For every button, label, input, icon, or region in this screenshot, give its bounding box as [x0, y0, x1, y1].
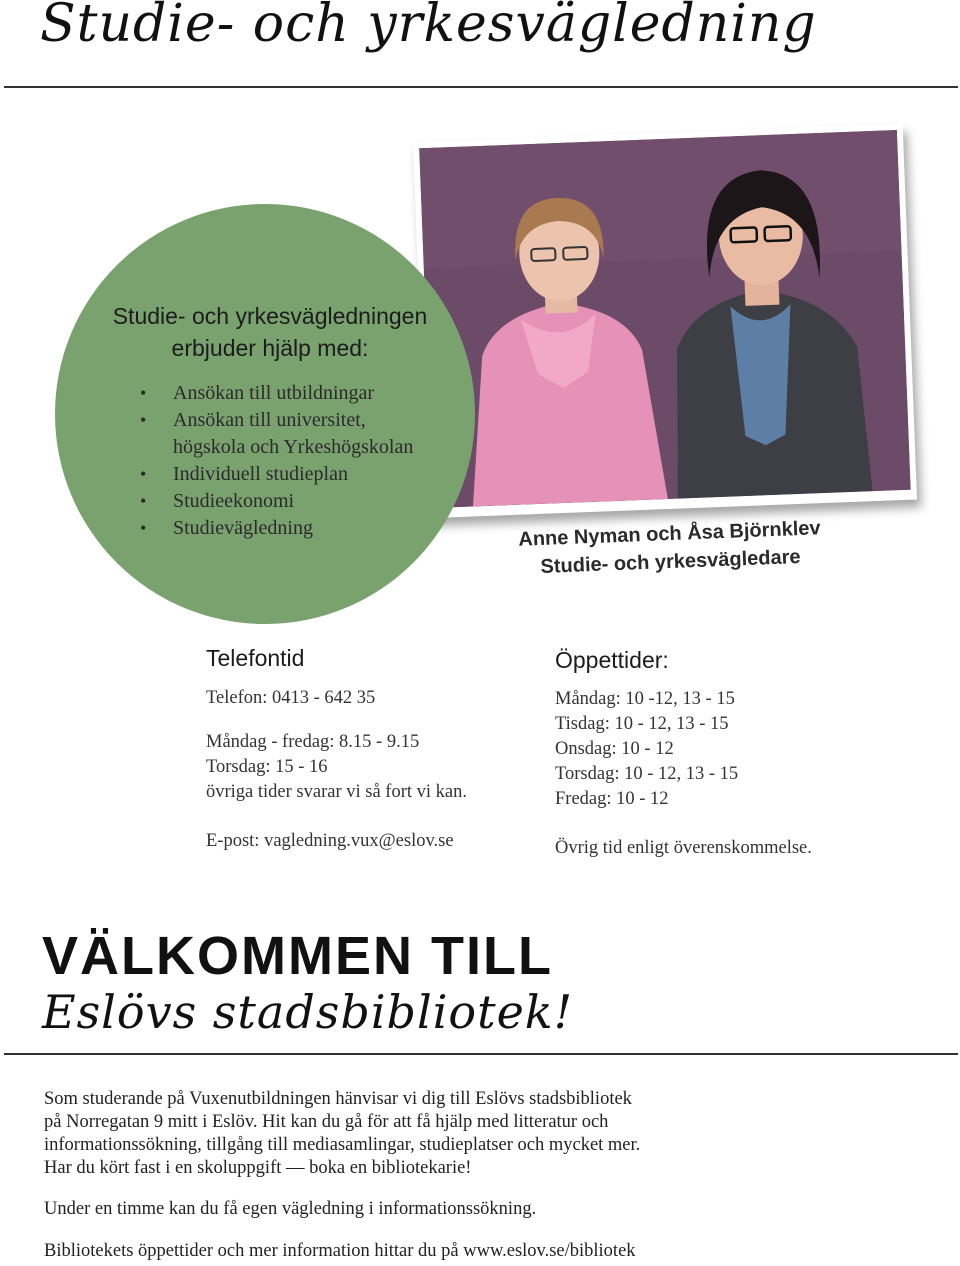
opening-hours-day: Onsdag: 10 - 12: [555, 739, 674, 759]
list-item: [140, 488, 413, 515]
opening-hours-day: Torsdag: 10 - 12, 13 - 15: [555, 764, 739, 784]
offer-heading: [60, 300, 480, 364]
list-item-text: Studievägledning: [173, 517, 313, 539]
opening-hours-day: Fredag: 10 - 12: [555, 789, 669, 809]
staff-photo-illustration: [419, 130, 910, 508]
photo-caption-names: Anne Nyman och Åsa Björnklev: [517, 517, 821, 551]
library-paragraph: [44, 1088, 924, 1180]
library-paragraph-line: informationssökning, tillgång till mediasamlingar, studieplatser och mycket mer.: [44, 1135, 641, 1155]
header-divider: [4, 86, 958, 88]
list-item-text: Ansökan till universitet,: [173, 409, 366, 431]
opening-hours-heading: Öppettider:: [555, 647, 669, 673]
bullet: •: [140, 383, 147, 403]
list-item-text: Individuell studieplan: [173, 463, 348, 485]
library-paragraph-line: Som studerande på Vuxenutbildningen hänvisar vi dig till Eslövs stadsbibliotek: [44, 1089, 632, 1109]
phone-note: övriga tider svarar vi så fort vi kan.: [206, 782, 467, 802]
offer-list: [140, 380, 413, 542]
library-name-script: Eslövs stadsbibliotek!: [42, 985, 574, 1039]
staff-photo-frame: [413, 124, 917, 519]
staff-photo: [419, 130, 910, 508]
offer-heading-line-2: erbjuder hjälp med:: [171, 335, 369, 361]
library-paragraph-line: på Norregatan 9 mitt i Eslöv. Hit kan du gå för att få hjälp med litteratur och: [44, 1112, 609, 1132]
opening-hours-other: Övrig tid enligt överenskommelse.: [555, 838, 812, 858]
list-item-text: Ansökan till utbildningar: [173, 382, 375, 404]
opening-hours-day: Måndag: 10 -12, 13 - 15: [555, 689, 735, 709]
bullet: •: [140, 518, 147, 538]
photo-caption-role: Studie- och yrkesvägledare: [540, 546, 801, 578]
phone-hours-thursday: Torsdag: 15 - 16: [206, 757, 328, 777]
offer-heading-line-1: Studie- och yrkesvägledningen: [112, 303, 428, 329]
opening-hours-day: Tisdag: 10 - 12, 13 - 15: [555, 714, 729, 734]
guidance-paragraph: Under en timme kan du få egen vägledning i informationssökning.: [44, 1199, 537, 1219]
list-item-text: Studieekonomi: [173, 490, 295, 512]
bullet: •: [140, 491, 147, 511]
phone-hours-weekdays: Måndag - fredag: 8.15 - 9.15: [206, 732, 420, 752]
page-title: Studie- och yrkesvägledning: [40, 0, 817, 54]
list-item: [140, 515, 413, 542]
welcome-heading: VÄLKOMMEN TILL: [42, 926, 553, 986]
bullet: •: [140, 464, 147, 484]
phone-heading: Telefontid: [206, 645, 305, 671]
list-item: [140, 380, 413, 407]
list-item-text-continued: högskola och Yrkeshögskolan: [173, 436, 414, 458]
library-paragraph-line: Har du kört fast i en skoluppgift — boka en bibliotekarie!: [44, 1158, 472, 1178]
email-line: E-post: vagledning.vux@eslov.se: [206, 831, 454, 851]
list-item: [140, 407, 413, 461]
bullet: •: [140, 410, 147, 430]
phone-number: Telefon: 0413 - 642 35: [206, 688, 376, 708]
library-info-paragraph: Bibliotekets öppettider och mer information hittar du på www.eslov.se/bibliotek: [44, 1241, 636, 1261]
list-item: [140, 461, 413, 488]
photo-caption: [504, 514, 836, 583]
welcome-divider: [4, 1053, 958, 1055]
